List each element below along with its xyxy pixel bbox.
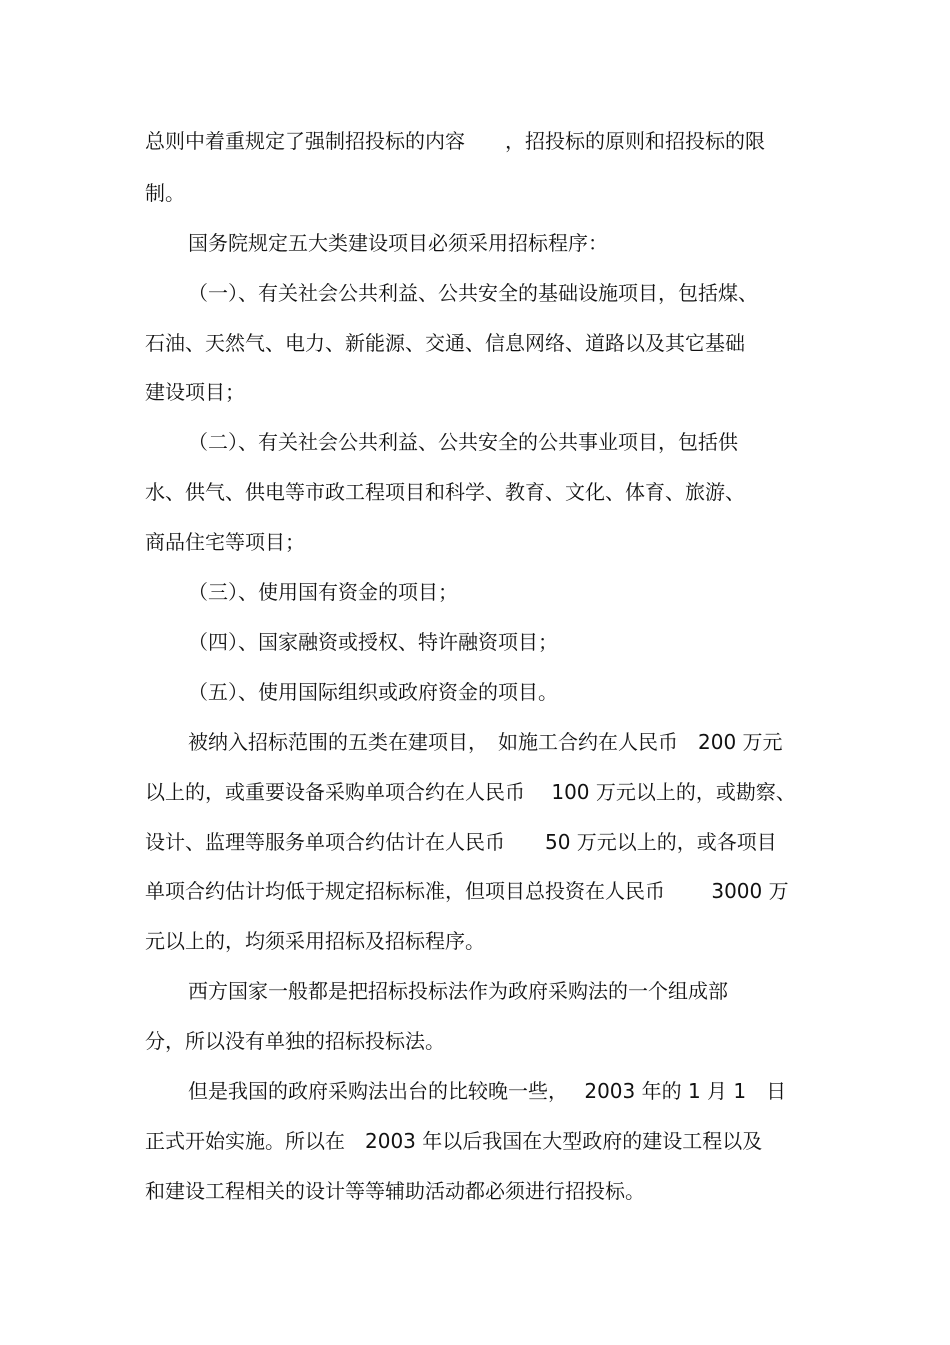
text-line: 水、供气、供电等市政工程项目和科学、教育、文化、体育、旅游、 [145, 480, 745, 504]
text-line: 制。 [145, 181, 185, 205]
text-line: 以上的，或重要设备采购单项合约在人民币 100 万元以上的，或勘察、 [145, 780, 796, 804]
text-line: 建设项目； [145, 380, 245, 404]
text-line: 但是我国的政府采购法出台的比较晚一些， 2003 年的 1 月 1 日 [188, 1079, 787, 1103]
text-line: 石油、天然气、电力、新能源、交通、信息网络、道路以及其它基础 [145, 331, 745, 355]
text-line: （五）、使用国际组织或政府资金的项目。 [188, 680, 558, 704]
text-line: （二）、有关社会公共利益、公共安全的公共事业项目，包括供 [188, 430, 738, 454]
text-line: 正式开始实施。所以在 2003 年以后我国在大型政府的建设工程以及 [145, 1129, 763, 1153]
text-line: 总则中着重规定了强制招投标的内容 ，招投标的原则和招投标的限 [145, 129, 765, 153]
text-line: 设计、监理等服务单项合约估计在人民币 50 万元以上的，或各项目 [145, 830, 777, 854]
text-line: 分，所以没有单独的招标投标法。 [145, 1029, 445, 1053]
text-line: 元以上的，均须采用招标及招标程序。 [145, 929, 485, 953]
text-line: 单项合约估计均低于规定招标标准，但项目总投资在人民币 3000 万 [145, 879, 789, 903]
text-line: 被纳入招标范围的五类在建项目， 如施工合约在人民币 200 万元 [188, 730, 783, 754]
text-line: （四）、国家融资或授权、特许融资项目； [188, 630, 558, 654]
text-line: 和建设工程相关的设计等等辅助活动都必须进行招投标。 [145, 1179, 645, 1203]
text-line: 商品住宅等项目； [145, 530, 305, 554]
text-line: 西方国家一般都是把招标投标法作为政府采购法的一个组成部 [188, 979, 728, 1003]
text-line: （一）、有关社会公共利益、公共安全的基础设施项目，包括煤、 [188, 281, 758, 305]
text-line: （三）、使用国有资金的项目； [188, 580, 458, 604]
text-line: 国务院规定五大类建设项目必须采用招标程序： [188, 231, 608, 255]
